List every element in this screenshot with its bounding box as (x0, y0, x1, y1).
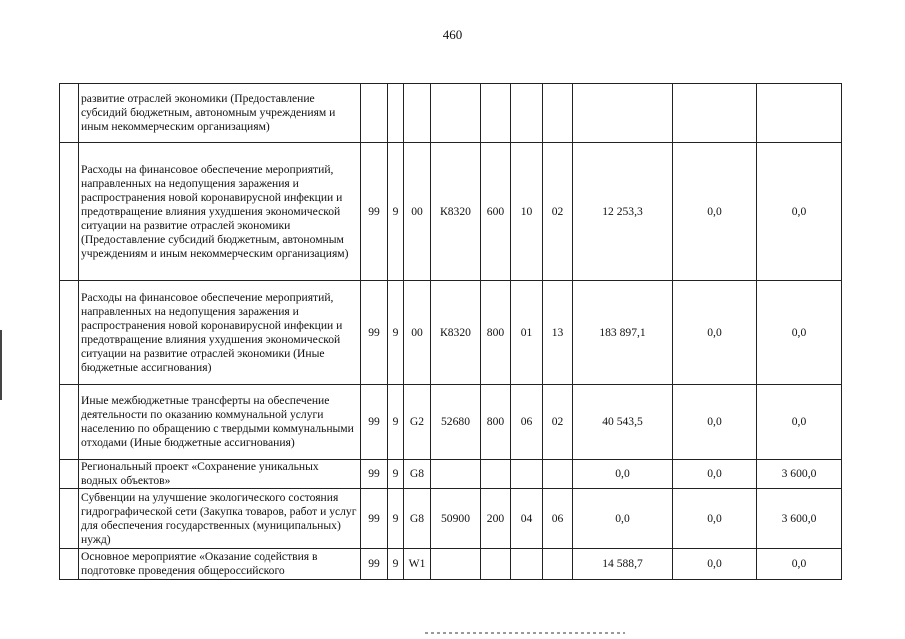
code-cell (481, 549, 511, 580)
amount-cell: 0,0 (573, 460, 673, 489)
code-cell: 02 (543, 385, 573, 460)
amount-cell: 0,0 (673, 489, 757, 549)
code-cell (543, 549, 573, 580)
code-cell (511, 549, 543, 580)
code-cell: 99 (361, 489, 388, 549)
code-cell: 06 (511, 385, 543, 460)
code-cell: 99 (361, 385, 388, 460)
code-cell (388, 84, 404, 143)
amount-cell: 3 600,0 (757, 460, 842, 489)
table-row (60, 385, 842, 460)
code-cell (511, 84, 543, 143)
amount-cell: 0,0 (757, 281, 842, 385)
table-row (60, 549, 842, 580)
amount-cell: 3 600,0 (757, 489, 842, 549)
code-cell: 99 (361, 460, 388, 489)
code-cell: 9 (388, 489, 404, 549)
code-cell: 9 (388, 143, 404, 281)
amount-cell: 0,0 (673, 549, 757, 580)
code-cell: 800 (481, 385, 511, 460)
code-cell (431, 549, 481, 580)
code-cell: 200 (481, 489, 511, 549)
row-name: Иные межбюджетные трансферты на обеспечение деятельности по оказанию коммунальной услуги населению по обращению с твердыми коммунальными отходами (Иные бюджетные ассигнования) (79, 385, 361, 460)
row-index-cell (60, 84, 79, 143)
code-cell: 9 (388, 281, 404, 385)
code-cell: 99 (361, 281, 388, 385)
amount-cell: 0,0 (673, 385, 757, 460)
row-name: развитие отраслей экономики (Предоставление субсидий бюджетным, автономным учреждениям и иным некоммерческим организациям) (79, 84, 361, 143)
code-cell (481, 460, 511, 489)
code-cell (361, 84, 388, 143)
table-row (60, 489, 842, 549)
amount-cell: 0,0 (757, 549, 842, 580)
code-cell: 99 (361, 143, 388, 281)
code-cell: 800 (481, 281, 511, 385)
amount-cell: 0,0 (757, 143, 842, 281)
amount-cell: 0,0 (673, 143, 757, 281)
table-row (60, 460, 842, 489)
code-cell: 01 (511, 281, 543, 385)
code-cell: G8 (404, 489, 431, 549)
scan-noise (425, 632, 625, 634)
code-cell: G8 (404, 460, 431, 489)
row-index-cell (60, 281, 79, 385)
amount-cell: 0,0 (673, 460, 757, 489)
code-cell: G2 (404, 385, 431, 460)
code-cell: 52680 (431, 385, 481, 460)
row-index-cell (60, 460, 79, 489)
code-cell: 00 (404, 281, 431, 385)
row-name: Расходы на финансовое обеспечение мероприятий, направленных на недопущения заражения и распространения новой коронавирусной инфекции и предотвращение влияния ухудшения экономической ситуации на развитие отраслей экономики (Иные бюджетные ассигнования) (79, 281, 361, 385)
amount-cell: 12 253,3 (573, 143, 673, 281)
amount-cell (673, 84, 757, 143)
amount-cell: 0,0 (573, 489, 673, 549)
code-cell: 9 (388, 385, 404, 460)
row-name: Расходы на финансовое обеспечение мероприятий, направленных на недопущения заражения и распространения новой коронавирусной инфекции и предотвращение влияния ухудшения экономической ситуации на развитие отраслей экономики (Предоставление субсидий бюджетным, автономным учреждениям и иным некоммерческим организациям) (79, 143, 361, 281)
budget-table (59, 83, 842, 580)
code-cell (543, 84, 573, 143)
table-row (60, 84, 842, 143)
code-cell (431, 84, 481, 143)
amount-cell: 183 897,1 (573, 281, 673, 385)
row-name: Региональный проект «Сохранение уникальных водных объектов» (79, 460, 361, 489)
row-index-cell (60, 489, 79, 549)
table-row (60, 281, 842, 385)
amount-cell: 0,0 (757, 385, 842, 460)
row-index-cell (60, 143, 79, 281)
code-cell (543, 460, 573, 489)
amount-cell: 40 543,5 (573, 385, 673, 460)
code-cell (431, 460, 481, 489)
code-cell: 9 (388, 549, 404, 580)
scan-edge-mark (0, 330, 2, 400)
code-cell: 50900 (431, 489, 481, 549)
code-cell: 00 (404, 143, 431, 281)
code-cell: 04 (511, 489, 543, 549)
code-cell: W1 (404, 549, 431, 580)
code-cell: 06 (543, 489, 573, 549)
row-index-cell (60, 549, 79, 580)
code-cell: 600 (481, 143, 511, 281)
code-cell: 9 (388, 460, 404, 489)
amount-cell: 14 588,7 (573, 549, 673, 580)
code-cell: К8320 (431, 281, 481, 385)
table-row (60, 143, 842, 281)
row-index-cell (60, 385, 79, 460)
amount-cell (573, 84, 673, 143)
code-cell (404, 84, 431, 143)
code-cell: 10 (511, 143, 543, 281)
amount-cell (757, 84, 842, 143)
amount-cell: 0,0 (673, 281, 757, 385)
row-name: Субвенции на улучшение экологического состояния гидрографической сети (Закупка товаров, работ и услуг для обеспечения государственных (муниципальных) нужд) (79, 489, 361, 549)
code-cell: 99 (361, 549, 388, 580)
code-cell: 13 (543, 281, 573, 385)
code-cell (511, 460, 543, 489)
code-cell: 02 (543, 143, 573, 281)
code-cell (481, 84, 511, 143)
row-name: Основное мероприятие «Оказание содействия в подготовке проведения общероссийского (79, 549, 361, 580)
code-cell: К8320 (431, 143, 481, 281)
page-number: 460 (442, 27, 463, 42)
